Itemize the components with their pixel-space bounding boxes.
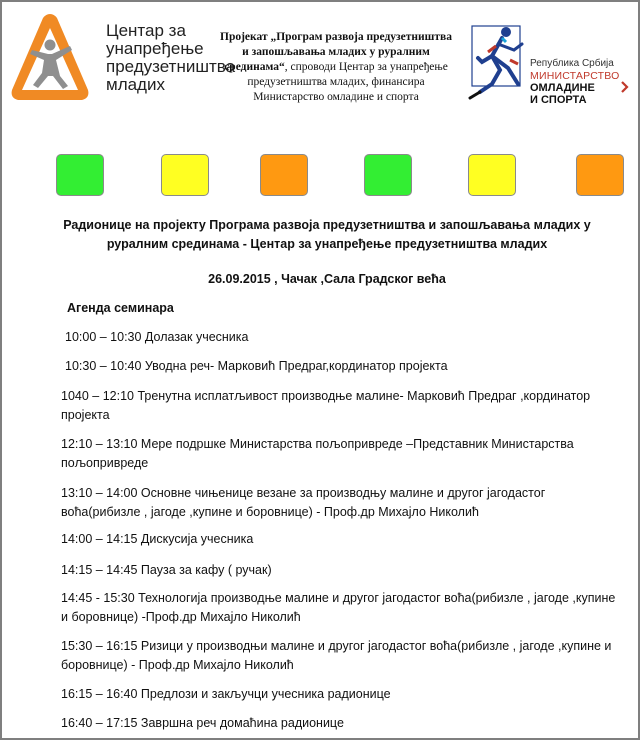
agenda-item: 14:00 – 14:15 Дискусија учесника — [61, 532, 254, 546]
date-location: 26.09.2015 , Чачак ,Сала Градског већа — [208, 272, 446, 286]
green-square — [364, 154, 412, 196]
agenda-heading: Агенда семинара — [67, 301, 174, 315]
agenda-item: 12:10 – 13:10 Мере подршке Министарства пољопривреде –Представник Министарства пољопривреде — [61, 437, 574, 470]
agenda-item: 16:40 – 17:15 Завршна реч домаћина радионице — [61, 716, 344, 730]
page-header — [2, 2, 638, 122]
ministry-line: И СПОРТА — [530, 94, 587, 106]
green-square — [56, 154, 104, 196]
agenda-item: 14:15 – 14:45 Пауза за кафу ( ручак) — [61, 563, 272, 577]
ministry-line: Република Србија — [530, 58, 614, 69]
center-name-line: младих — [106, 75, 165, 94]
center-name-line: предузетништва — [106, 57, 236, 76]
yellow-square — [468, 154, 516, 196]
project-details: , спроводи Центар за унапређење предузетништва младих, финансира Министарство омладине и спорта — [247, 61, 448, 103]
youth-entrepreneurship-logo-icon — [8, 10, 92, 106]
document-title: Радионице на пројекту Програма развоја предузетништва и запошљавања младих у руралним срединама - Центар за унапређење предузетништва младих — [63, 218, 591, 251]
project-name: Пројекат „Програм развоја предузетништва и запошљавања младих у руралним срединама“ — [220, 31, 452, 73]
orange-square — [576, 154, 624, 196]
agenda-item: 10:30 – 10:40 Уводна реч- Марковић Предраг,кординатор пројекта — [65, 359, 448, 373]
agenda-item: 16:15 – 16:40 Предлози и закључци учесника радионице — [61, 687, 391, 701]
agenda-item: 13:10 – 14:00 Основне чињенице везане за производњу малине и другог јагодастог воћа(рибизле , јагоде ,купине и боровнице) - Проф.др Михајло Николић — [61, 486, 546, 519]
agenda-item: 10:00 – 10:30 Долазак учесника — [65, 330, 249, 344]
center-name-line: унапређење — [106, 39, 204, 58]
orange-square — [260, 154, 308, 196]
yellow-square — [161, 154, 209, 196]
chevron-right-icon — [620, 80, 630, 94]
agenda-item: 1040 – 12:10 Тренутна исплатљивост производње малине- Марковић Предраг ,кординатор пројекта — [61, 389, 591, 422]
ministry-line: МИНИСТАРСТВО — [530, 70, 620, 82]
agenda-item: 14:45 - 15:30 Технологија производње малине и другог јагодастог воћа(рибизле , јагоде ,купине и боровнице) -Проф.др Михајло Николић — [61, 591, 616, 624]
agenda-item: 15:30 – 16:15 Ризици у производњи малине и другог јагодастог воћа(рибизле , јагоде ,купине и боровнице) - Проф.др Михајло Николић — [61, 639, 612, 672]
center-name-line: Центар за — [106, 21, 186, 40]
ministry-line: ОМЛАДИНЕ — [530, 82, 595, 94]
color-squares-row — [2, 154, 638, 198]
project-description — [220, 30, 452, 105]
